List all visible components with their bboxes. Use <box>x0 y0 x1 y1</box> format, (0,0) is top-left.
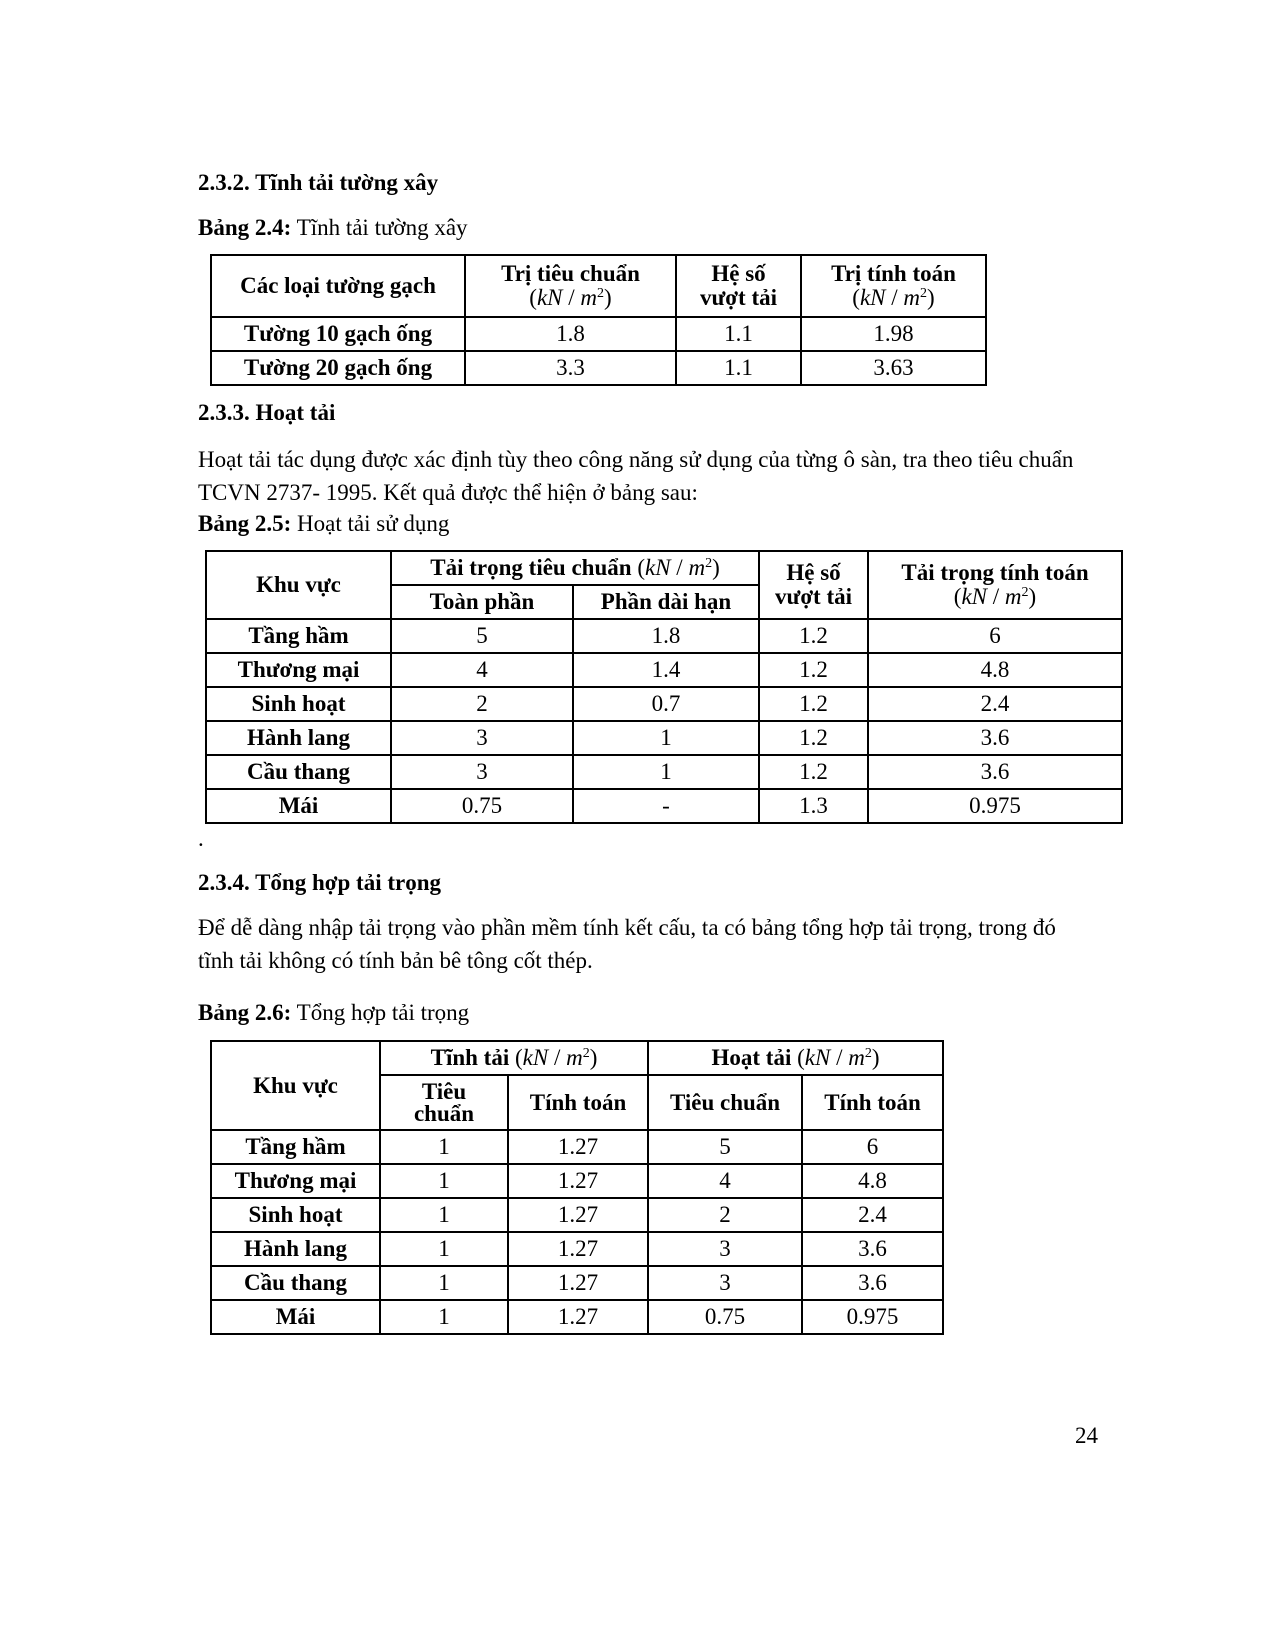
table-row <box>211 1198 943 1232</box>
cell-area: Sinh hoạt <box>206 687 391 721</box>
cell-long-term: 0.7 <box>573 687 759 721</box>
header-design-load: Tải trọng tính toán $(kN / m^2)$ <box>868 551 1122 619</box>
caption-table-2-5 <box>198 511 449 537</box>
cell-full: 3 <box>391 755 573 789</box>
cell-live-design: 3.6 <box>802 1266 943 1300</box>
cell-long-term: 1 <box>573 721 759 755</box>
header-design: Trị tính toán $(kN / m^2)$ <box>801 255 986 317</box>
header-factor: Hệ số vượt tải <box>759 551 868 619</box>
header-area: Khu vực <box>206 551 391 619</box>
cell-long-term: 1 <box>573 755 759 789</box>
unit-kn-per-m2: $(kN / m^2)$ <box>953 584 1037 609</box>
cell-long-term: 1.8 <box>573 619 759 653</box>
cell-full: 5 <box>391 619 573 653</box>
cell-dead-std: 1 <box>380 1164 508 1198</box>
paragraph-live-load <box>198 443 1073 509</box>
cell-factor: 1.2 <box>759 687 868 721</box>
cell-dead-std: 1 <box>380 1266 508 1300</box>
table-row <box>206 687 1122 721</box>
paragraph-line: tĩnh tải không có tính bản bê tông cốt thép. <box>198 948 593 973</box>
cell-dead-design: 1.27 <box>508 1198 648 1232</box>
caption-label: Bảng 2.4: <box>198 215 292 240</box>
page-number: 24 <box>1075 1423 1098 1448</box>
table-row <box>206 721 1122 755</box>
cell-dead-design: 1.27 <box>508 1130 648 1164</box>
cell-dead-design: 1.27 <box>508 1164 648 1198</box>
table-row <box>206 619 1122 653</box>
caption-text: Tĩnh tải tường xây <box>296 215 468 240</box>
cell-standard: 3.3 <box>465 351 676 385</box>
table-2-6-body <box>211 1130 943 1334</box>
unit-kn-per-m2: $(kN / m^2)$ <box>529 285 612 310</box>
cell-full: 4 <box>391 653 573 687</box>
caption-table-2-6 <box>198 1000 469 1026</box>
cell-area: Thương mại <box>211 1164 380 1198</box>
cell-design: 6 <box>868 619 1122 653</box>
table-row <box>206 755 1122 789</box>
cell-live-std: 3 <box>648 1266 802 1300</box>
cell-design: 0.975 <box>868 789 1122 823</box>
cell-factor: 1.3 <box>759 789 868 823</box>
paragraph-line: Hoạt tải tác dụng được xác định tùy theo công năng sử dụng của từng ô sàn, tra theo tiêu chuẩn <box>198 447 1074 472</box>
table-row <box>211 1164 943 1198</box>
caption-text: Tổng hợp tải trọng <box>296 1000 470 1025</box>
caption-table-2-4 <box>198 215 468 241</box>
header-dead-standard: Tiêu chuẩn <box>380 1075 508 1130</box>
header-standard: Trị tiêu chuẩn $(kN / m^2)$ <box>465 255 676 317</box>
header-dead-load: Tĩnh tải $(kN / m^2)$ <box>380 1041 648 1075</box>
cell-area: Cầu thang <box>211 1266 380 1300</box>
cell-dead-design: 1.27 <box>508 1232 648 1266</box>
header-live-design: Tính toán <box>802 1075 943 1130</box>
table-row <box>206 789 1122 823</box>
cell-factor: 1.1 <box>676 351 801 385</box>
cell-dead-std: 1 <box>380 1300 508 1334</box>
heading-2-3-2: 2.3.2. Tĩnh tải tường xây <box>198 170 439 195</box>
cell-live-std: 0.75 <box>648 1300 802 1334</box>
cell-area: Tầng hầm <box>206 619 391 653</box>
header-area: Khu vực <box>211 1041 380 1130</box>
paragraph-line: Để dễ dàng nhập tải trọng vào phần mềm tính kết cấu, ta có bảng tổng hợp tải trọng, trong đó <box>198 915 1056 940</box>
table-row <box>211 351 986 385</box>
cell-factor: 1.1 <box>676 317 801 351</box>
heading-2-3-3: 2.3.3. Hoạt tải <box>198 400 336 425</box>
header-factor: Hệ số vượt tải <box>676 255 801 317</box>
cell-design: 4.8 <box>868 653 1122 687</box>
table-row <box>211 1266 943 1300</box>
cell-design: 3.6 <box>868 721 1122 755</box>
header-dead-design: Tính toán <box>508 1075 648 1130</box>
cell-design: 3.6 <box>868 755 1122 789</box>
cell-full: 3 <box>391 721 573 755</box>
header-wall-type: Các loại tường gạch <box>211 255 465 317</box>
cell-area: Hành lang <box>206 721 391 755</box>
cell-area: Thương mại <box>206 653 391 687</box>
unit-kn-per-m2: $(kN / m^2)$ <box>797 1045 880 1070</box>
cell-live-std: 5 <box>648 1130 802 1164</box>
caption-label: Bảng 2.5: <box>198 511 292 536</box>
table-2-5 <box>205 550 1123 824</box>
cell-design: 3.63 <box>801 351 986 385</box>
header-live-load: Hoạt tải $(kN / m^2)$ <box>648 1041 943 1075</box>
unit-kn-per-m2: $(kN / m^2)$ <box>637 555 720 580</box>
cell-area: Sinh hoạt <box>211 1198 380 1232</box>
cell-name: Tường 10 gạch ống <box>211 317 465 351</box>
unit-kn-per-m2: $(kN / m^2)$ <box>852 285 935 310</box>
table-2-5-body <box>206 619 1122 823</box>
cell-live-design: 6 <box>802 1130 943 1164</box>
table-row <box>211 1130 943 1164</box>
cell-live-std: 4 <box>648 1164 802 1198</box>
paragraph-line: TCVN 2737- 1995. Kết quả được thể hiện ở bảng sau: <box>198 480 698 505</box>
cell-long-term: 1.4 <box>573 653 759 687</box>
cell-dead-design: 1.27 <box>508 1300 648 1334</box>
cell-dead-design: 1.27 <box>508 1266 648 1300</box>
cell-dead-std: 1 <box>380 1232 508 1266</box>
cell-live-design: 4.8 <box>802 1164 943 1198</box>
cell-design: 1.98 <box>801 317 986 351</box>
cell-standard: 1.8 <box>465 317 676 351</box>
cell-area: Hành lang <box>211 1232 380 1266</box>
header-live-standard: Tiêu chuẩn <box>648 1075 802 1130</box>
table-row <box>211 1232 943 1266</box>
cell-live-std: 2 <box>648 1198 802 1232</box>
caption-label: Bảng 2.6: <box>198 1000 292 1025</box>
cell-area: Mái <box>211 1300 380 1334</box>
caption-text: Hoạt tải sử dụng <box>297 511 450 536</box>
cell-live-design: 3.6 <box>802 1232 943 1266</box>
table-2-6 <box>210 1040 944 1335</box>
header-standard-load: Tải trọng tiêu chuẩn $(kN / m^2)$ <box>391 551 759 585</box>
table-row <box>211 317 986 351</box>
cell-area: Mái <box>206 789 391 823</box>
heading-2-3-4: 2.3.4. Tổng hợp tải trọng <box>198 870 441 895</box>
cell-factor: 1.2 <box>759 755 868 789</box>
cell-factor: 1.2 <box>759 619 868 653</box>
table-row <box>211 1300 943 1334</box>
paragraph-summary <box>198 911 1056 977</box>
header-long-term: Phần dài hạn <box>573 585 759 619</box>
cell-name: Tường 20 gạch ống <box>211 351 465 385</box>
header-full: Toàn phần <box>391 585 573 619</box>
cell-factor: 1.2 <box>759 653 868 687</box>
cell-dead-std: 1 <box>380 1130 508 1164</box>
cell-long-term: - <box>573 789 759 823</box>
table-2-4 <box>210 254 987 386</box>
cell-design: 2.4 <box>868 687 1122 721</box>
cell-live-std: 3 <box>648 1232 802 1266</box>
cell-full: 2 <box>391 687 573 721</box>
cell-live-design: 0.975 <box>802 1300 943 1334</box>
table-row <box>206 653 1122 687</box>
trailing-dot: . <box>198 826 204 851</box>
unit-kn-per-m2: $(kN / m^2)$ <box>514 1045 598 1070</box>
cell-area: Cầu thang <box>206 755 391 789</box>
cell-full: 0.75 <box>391 789 573 823</box>
cell-dead-std: 1 <box>380 1198 508 1232</box>
cell-area: Tầng hầm <box>211 1130 380 1164</box>
cell-live-design: 2.4 <box>802 1198 943 1232</box>
cell-factor: 1.2 <box>759 721 868 755</box>
